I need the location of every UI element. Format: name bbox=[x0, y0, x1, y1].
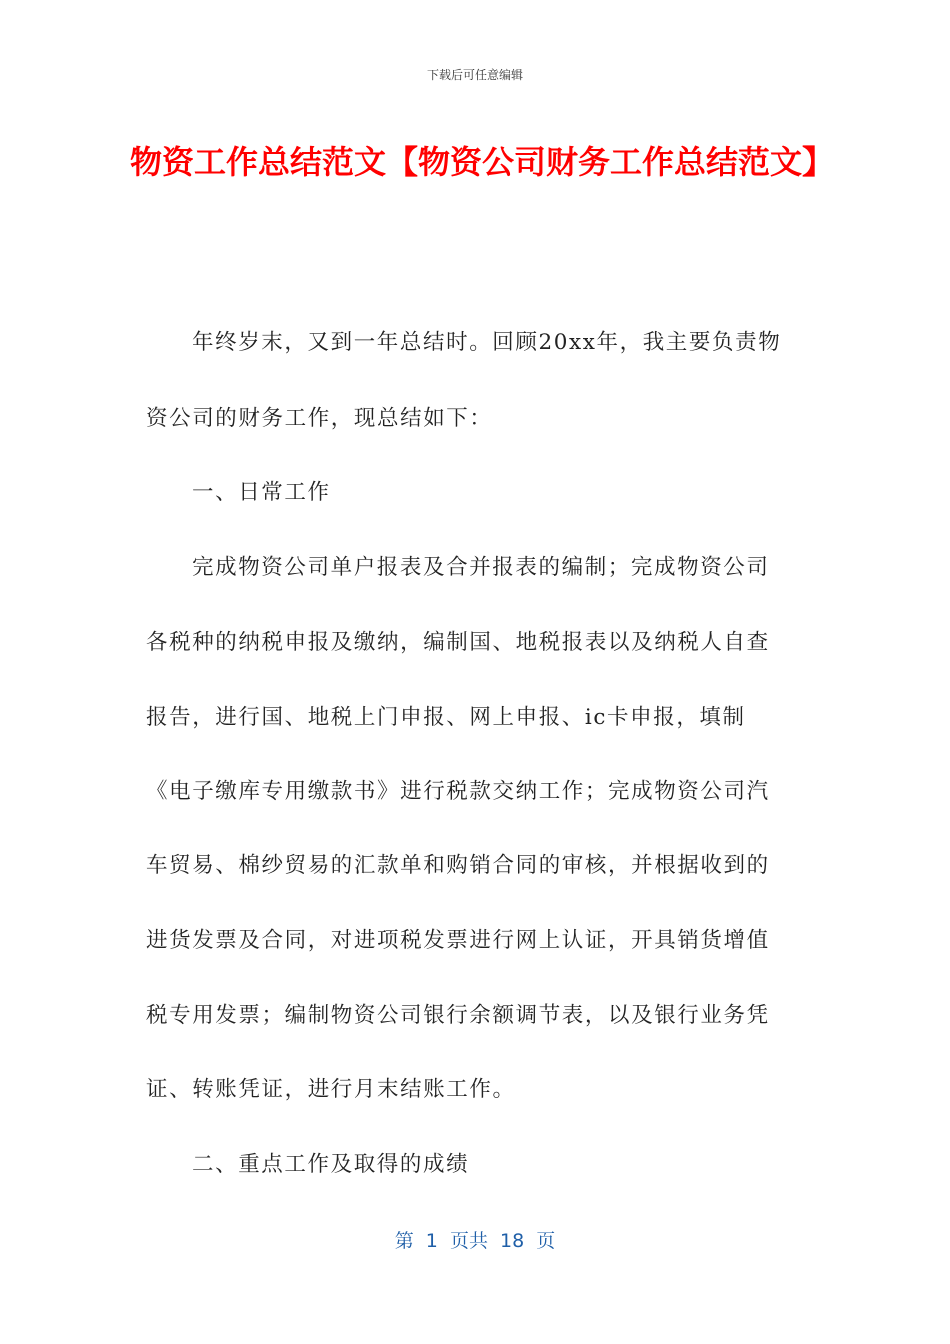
header-note: 下载后可任意编辑 bbox=[426, 68, 523, 82]
page-number-footer: 第 1 页共 18 页 bbox=[394, 1230, 556, 1252]
paragraph-line: 完成物资公司单户报表及合并报表的编制；完成物资公司 bbox=[192, 555, 770, 580]
paragraph-line: 税专用发票；编制物资公司银行余额调节表，以及银行业务凭 bbox=[146, 1003, 770, 1028]
section-heading: 二、重点工作及取得的成绩 bbox=[192, 1152, 470, 1177]
paragraph-line: 《电子缴库专用缴款书》进行税款交纳工作；完成物资公司汽 bbox=[146, 779, 770, 804]
paragraph-line: 证、转账凭证，进行月末结账工作。 bbox=[146, 1077, 516, 1102]
paragraph-line: 资公司的财务工作，现总结如下： bbox=[146, 406, 493, 431]
paragraph-line: 各税种的纳税申报及缴纳，编制国、地税报表以及纳税人自查 bbox=[146, 630, 770, 655]
document-title: 物资工作总结范文【物资公司财务工作总结范文】 bbox=[130, 143, 835, 181]
paragraph-line: 报告，进行国、地税上门申报、网上申报、ic卡申报，填制 bbox=[146, 705, 746, 730]
paragraph-line: 车贸易、棉纱贸易的汇款单和购销合同的审核，并根据收到的 bbox=[146, 853, 770, 878]
paragraph-line: 年终岁末，又到一年总结时。回顾20xx年，我主要负责物 bbox=[192, 330, 782, 355]
paragraph-line: 进货发票及合同，对进项税发票进行网上认证，开具销货增值 bbox=[146, 928, 770, 953]
section-heading: 一、日常工作 bbox=[192, 480, 331, 505]
